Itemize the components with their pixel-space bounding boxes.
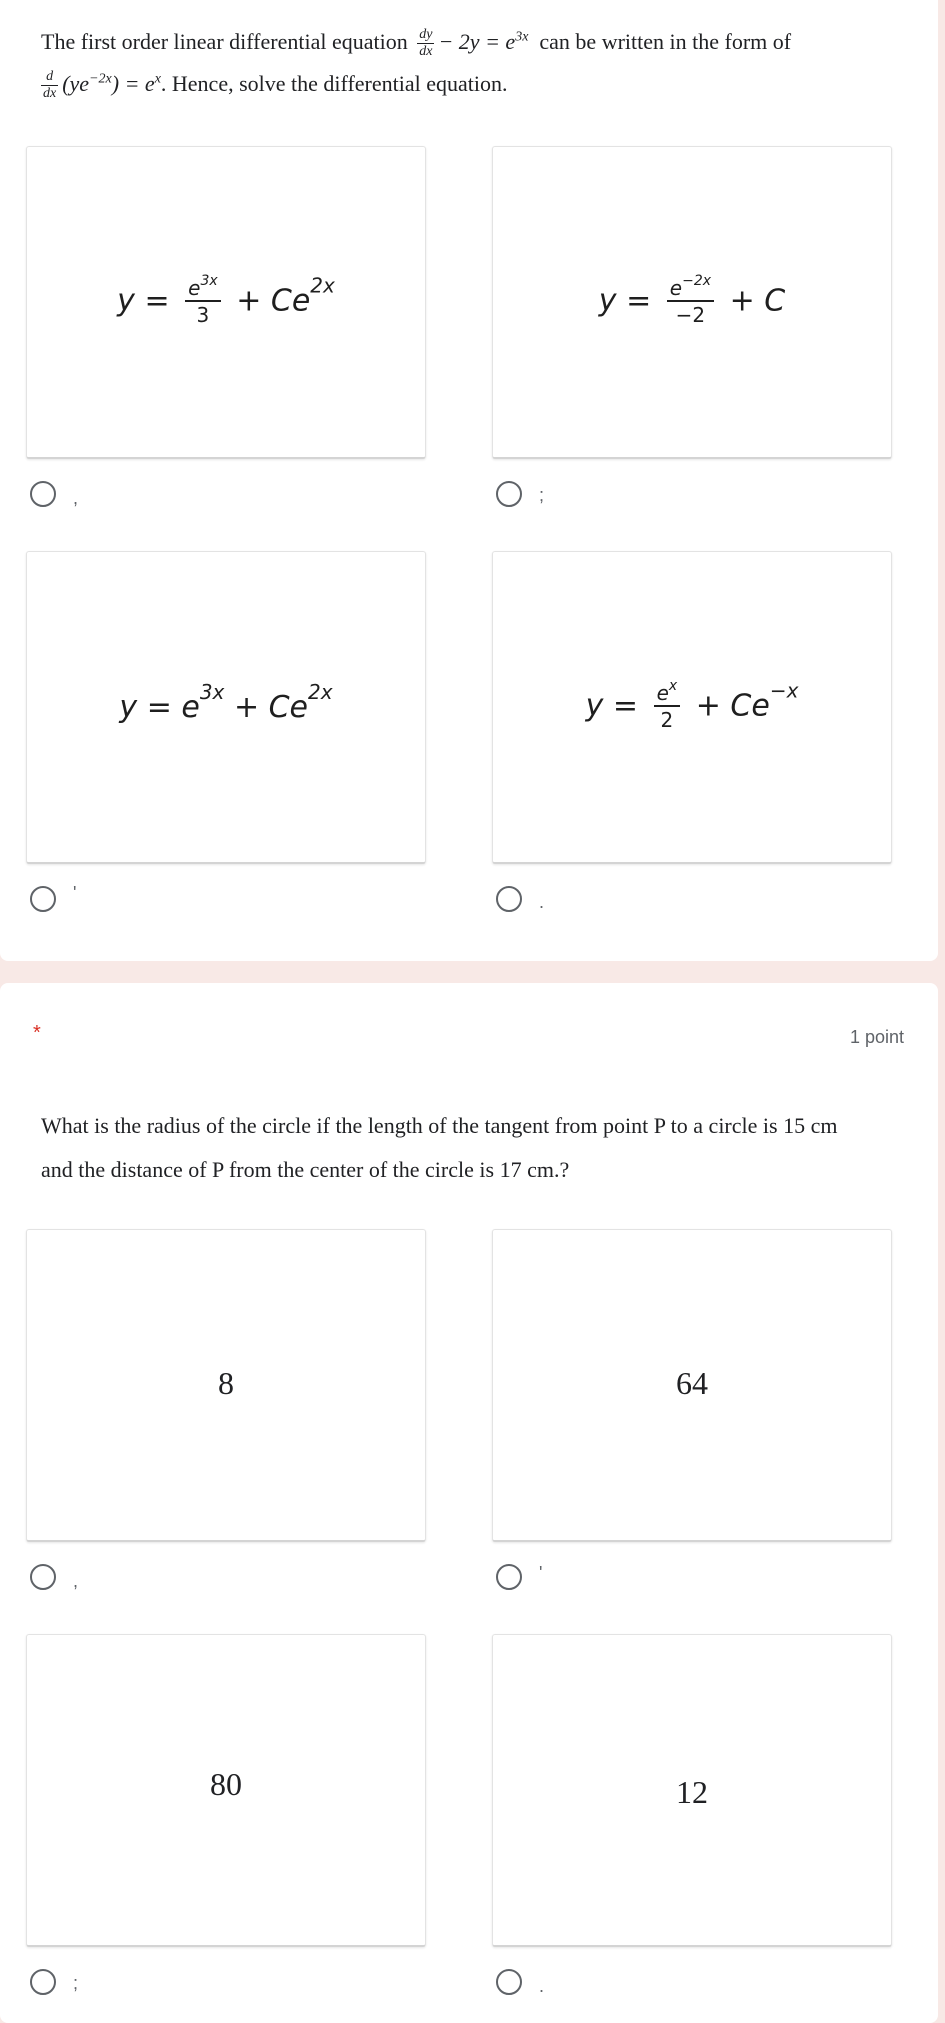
q1-option-b-formula: y = $\frac{e^{-2x}}{-2}$ + C [598,273,786,327]
q2-option-c-card[interactable] [26,1634,426,1947]
question-1-text-part2: can be written in the form of [539,29,792,54]
question-1-text-line1: The first order linear differential equation $\frac{dy}{dx}$ − $2y = e^{3x}$ can be written in the form of [41,27,792,60]
q1-option-d-radio[interactable] [496,886,522,912]
q1-option-b-radio[interactable] [496,481,522,507]
required-asterisk: * [33,1022,41,1044]
q2-option-c-mark: ; [73,1973,79,1993]
q1-option-c-mark: ' [73,883,77,903]
q1-option-d-formula: y = $\frac{e^x}{2}$ + $Ce^{-x}$ [585,678,799,732]
q2-option-d-card[interactable] [492,1634,892,1947]
q2-option-d-radio[interactable] [496,1969,522,1995]
d-dx-fraction: $\frac{d}{dx}$ [43,69,57,102]
q2-option-a-mark: , [73,1571,79,1591]
q1-option-a-formula: y = $\frac{e^{3x}}{3}$ + $Ce^{2x}$ [117,273,335,327]
q2-option-d-value: 12 [676,1774,708,1810]
q1-option-c-radio[interactable] [30,886,56,912]
q2-option-b-radio[interactable] [496,1564,522,1590]
q2-option-b-mark: ' [539,1563,543,1583]
q2-option-a-value: 8 [218,1365,234,1401]
q2-option-d-mark: . [539,1976,545,1996]
eq-minus: − 2 [438,29,470,54]
q1-option-a-radio[interactable] [30,481,56,507]
question-1-text-part1: The first order linear differential equation [41,29,408,54]
question-2-text-line1: What is the radius of the circle if the length of the tangent from point P to a circle is 15 cm [41,1113,838,1138]
points-label: 1 point [849,1027,904,1047]
q2-option-b-value: 64 [676,1365,708,1401]
q1-option-a-card[interactable] [26,146,426,459]
q1-option-b-mark: ; [539,485,545,505]
q1-option-c-card[interactable] [26,551,426,864]
q1-option-d-mark: . [539,892,545,912]
q2-option-a-card[interactable] [26,1229,426,1542]
dy-dx-fraction: $\frac{dy}{dx}$ [419,27,433,60]
q1-option-c-formula: $y = e^{3x} + Ce^{2x}$ [119,679,333,725]
q1-option-a-mark: , [73,488,79,508]
q1-option-b-card[interactable] [492,146,892,459]
q2-option-b-card[interactable] [492,1229,892,1542]
question-2-text-line2: and the distance of P from the center of the circle is 17 cm.? [41,1157,570,1182]
question-1-text-part3: . Hence, solve the differential equation. [160,71,508,96]
question-1-text-line2: $\frac{d}{dx}$ $(ye^{-2x}) = e^x$. Hence, solve the differential equation. [43,69,508,102]
q1-option-d-card[interactable] [492,551,892,864]
q2-option-a-radio[interactable] [30,1564,56,1590]
q2-option-c-radio[interactable] [30,1969,56,1995]
q2-option-c-value: 80 [210,1765,242,1802]
